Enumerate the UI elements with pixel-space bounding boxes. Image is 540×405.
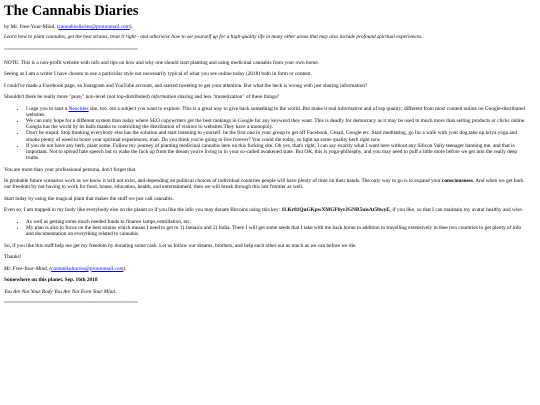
divider-rule: ================================================	[4, 46, 138, 53]
advice-list	[4, 106, 528, 162]
neocities-link[interactable]: Neocities	[68, 105, 89, 112]
information-text-a: Shouldn't there be really more "pure," non-level (not top-distributed)	[4, 94, 152, 101]
bitcoin-paragraph	[4, 207, 528, 213]
list-item	[26, 106, 528, 118]
plans-list	[4, 219, 528, 238]
writer-paragraph: Seeing as I am a writer I have chosen to use a particular style not necessarily typical of what you see online today (2018) both in form or content.	[4, 71, 312, 78]
byline	[4, 24, 528, 30]
bitcoin-text-a: Even so, I am trapped in my body like everybody else on the planet so if you like the info you may donate Bitcoins using this key:	[4, 207, 282, 214]
signature-prefix: Mr. Free-Your-Mind, (	[4, 265, 52, 272]
list-item: • As well as getting some much needed funds to finance lamps,ventillation, etc.	[26, 219, 528, 225]
page-title: The Cannabis Diaries	[4, 3, 139, 19]
future-text-c: . And when we get back our freedom by not having to work for food, house, education, health, and entertainment, then we will break through this last frontier as well.	[4, 178, 524, 191]
dateline: Somewhere on this planet, Sep. 16th 2018	[4, 277, 98, 284]
signature	[4, 266, 528, 272]
email-link[interactable]: cannabisdiaries@protonmail.com	[58, 24, 130, 30]
list-item: • We can only hope for a different system than today where SEO copywriters get the best rankings in Google for any keyword they want. This is deadly for democracy as it may be used to much more than selling products or clicks online. Googla has the world by its balls thanks to controlling the distribution of visitors to websites.They have a monopoly.	[26, 118, 528, 130]
byline-prefix: by Mr. Free-Your-Mind, (	[4, 24, 59, 30]
byline-suffix: ).	[129, 24, 133, 30]
list-item: • Don't be stupid. Stop thinking everybody else has the solution and start listening to yourself. be the first one in your group to get off Facebook, Gmail, Google etc. Start meditating, go for a walk with your dog,take up kriya yoga and smoke plenty of weed to boost your spiritual experiences, man. Do you think you're going to live forever? You could die today, so light up some quality herb right now.	[26, 130, 528, 142]
facebook-paragraph: I could've made a Facebook page, an Instagram and YouTube account, and started tweeting to get your attention. But what the heck is wrong with just sharing information?	[4, 82, 368, 89]
information-paragraph	[4, 94, 528, 100]
note-paragraph: NOTE: This is a non-profit website with info and tips on how and why one should start planting and using medicinal cannabis from your own home.	[4, 59, 320, 66]
bitcoin-key: 1LKr81QuGKpwXMGF6yrJGNR5uisAt58wyE	[281, 207, 390, 214]
signature-email-link[interactable]: cannabisdiaries@protonmail.com	[51, 265, 124, 272]
list-item: • If you do not have any herb, plant some. Follow my journey of planting medicinal cannabis here on this fucking site. Oh yes, that's right, I can say exactly what I want here without any Silicon Vally teenager banning me. and that is important. Not to spread hate speech but to wake the fuck up from the dream you're living in in your so-called awakened state. But OK, this is yoga-philosphy, and you may need to puff a little more before we get into the really deep truths.	[26, 143, 528, 162]
magic-paragraph: Start today by using the magical plant that makes the stuff we just call cannabis.	[4, 195, 174, 202]
intro-text: Learn how to plant cannabis, get the best strains, treat it right - and otherwise how to set yourself up for a high-quality life in many other areas that may also include profound spiritual experiences.	[4, 34, 423, 41]
information-emphasis: information	[151, 94, 177, 101]
motto: You Are Not Your Body You Are Not Even Your Mind.	[4, 288, 117, 295]
consciousness-bold: consciousness	[442, 178, 473, 185]
signature-suffix: ).	[123, 265, 127, 272]
future-text-a: In probable future scenarios	[4, 178, 65, 185]
thanks-text: Thanks!	[4, 254, 22, 261]
divider-rule-bottom: ================================================	[4, 300, 138, 306]
information-text-b: sharing and less "monetization" of these things?	[176, 94, 280, 101]
future-paragraph	[4, 178, 528, 191]
list-item-text-b: site, too, om a subject you want to explore. This is a great way to give back something to the world. But make it real informative and of top quality; different from most content online on Google-distributed websites.	[26, 105, 525, 118]
list-item: • My plan is also to focus on the best strains which means I need to get to 1) Jamaica and 2) India. There I will get some seeds that I take with me back home in addition to travelling extensively in thee two countries to get plenty of info and documentation on everything related to cannabis.	[26, 225, 528, 237]
work-emphasis: work	[64, 178, 76, 185]
donate-paragraph: So, if you like this staff help me get my freedom by donating some cash. Let us follow our dreams, brothers, and help each other out as much as we can before we die.	[4, 242, 357, 249]
list-item-text-a: I urge you to start a	[26, 105, 69, 112]
persona-paragraph: You are more than your professional persona, don't forget that.	[4, 166, 137, 173]
bitcoin-text-b: , if you like, so that I can maintain my avatar healthy and wise.	[389, 207, 524, 214]
future-text-b: as we know it will not exist, and depending on political choices of individual countries people will have plenty of time on their hands. The only way to go is to expand your	[75, 178, 443, 185]
